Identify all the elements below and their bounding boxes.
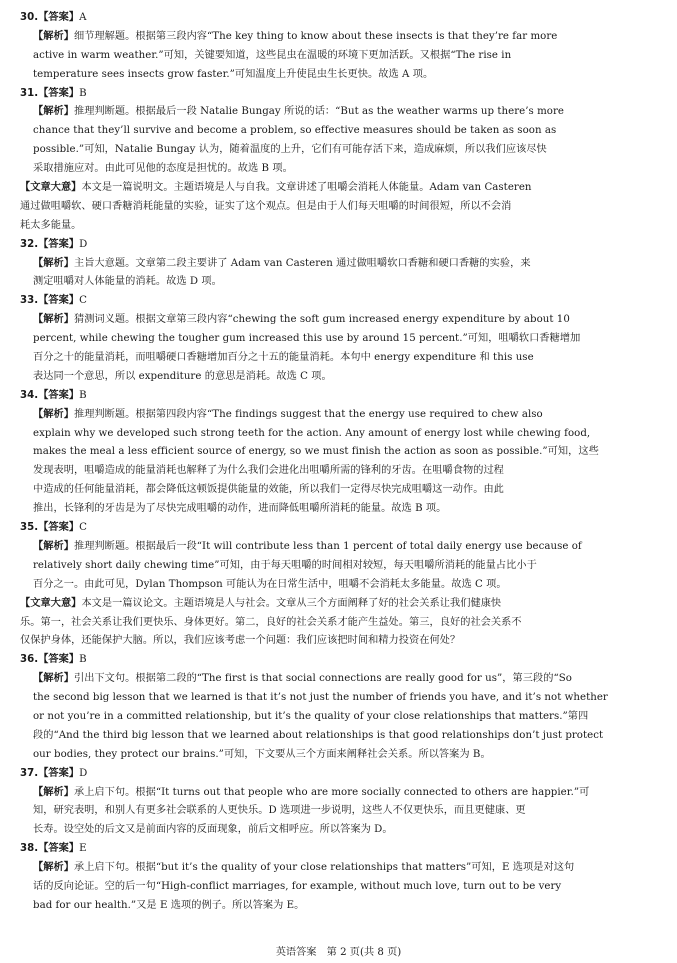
section-tag: 30.【答案】 <box>20 12 80 23</box>
text-line <box>20 66 652 85</box>
line-text: B <box>79 87 87 99</box>
text-line <box>20 500 652 519</box>
text-line <box>20 141 652 160</box>
text-line <box>20 727 652 746</box>
line-text: C <box>79 295 88 307</box>
section-tag: 31.【答案】 <box>20 87 80 99</box>
line-text: relatively short daily chewing time”可知，由于每天咀嚼的时间相对较短，每天咀嚼所消耗的能量占比小于 <box>33 559 537 571</box>
section-tag: 37.【答案】 <box>20 767 80 779</box>
section-tag: 35.【答案】 <box>20 522 80 534</box>
line-text: 推理判断题。根据最后一段 Natalie Bungay 所说的话：“But as the weather warms up there’s more <box>73 106 564 118</box>
line-text: 百分之十的能量消耗，而咀嚼硬口香糖增加百分之十五的能量消耗。本句中 energy expenditure 和 this use <box>33 352 534 364</box>
line-text: 承上启下句。根据“It turns out that people who are more socially connected to others are happier.”可 <box>73 786 590 798</box>
text-line <box>20 255 652 274</box>
text-line <box>20 614 652 633</box>
text-line <box>20 273 652 292</box>
line-text: 表达同一个意思，所以 expenditure 的意思是消耗。故选 C 项。 <box>33 370 332 382</box>
text-line <box>20 160 652 179</box>
line-text: 通过做咀嚼软、硬口香糖消耗能量的实验，证实了这个观点。但是由于人们每天咀嚼的时间很短，所以不会消 <box>20 200 512 212</box>
line-text: 推理判断题。根据最后一段“It will contribute less than 1 percent of total daily energy use because of <box>73 540 582 552</box>
section-tag: 【解析】 <box>33 257 74 269</box>
line-text: 话的反向论证。空的后一句“High-conflict marriages, for example, without much love, turn out to be very <box>33 880 562 892</box>
section-tag: 【解析】 <box>33 673 74 685</box>
line-text: 长寿。设空处的后文又是前面内容的反面现象，前后文相呼应。所以答案为 D。 <box>33 824 393 836</box>
text-line <box>20 85 652 104</box>
text-line <box>20 462 652 481</box>
page-footer: 英语答案 第 2 页(共 8 页) <box>275 947 402 958</box>
text-line <box>20 122 652 141</box>
text-line <box>20 387 652 406</box>
text-line <box>20 878 652 897</box>
section-tag: 32.【答案】 <box>20 238 80 250</box>
text-line <box>20 859 652 878</box>
section-tag: 34.【答案】 <box>20 389 80 401</box>
text-line <box>20 670 652 689</box>
text-line <box>20 9 652 28</box>
line-text: B <box>79 389 87 401</box>
line-text: C <box>79 522 88 534</box>
line-text: percent, while chewing the tougher gum increased this use by around 15 percent.”可知，咀嚼软口香糖增加 <box>33 333 581 345</box>
text-line <box>20 481 652 500</box>
line-text: temperature sees insects grow faster.”可知温度上升使昆虫生长更快。故选 A 项。 <box>33 68 434 80</box>
line-text: 耗太多能量。 <box>20 219 82 231</box>
section-tag: 【文章大意】 <box>20 597 82 609</box>
line-text: active in warm weather.”可知，关键要知道，这些昆虫在温暖的环境下更加活跃。又根据“The rise in <box>33 49 512 61</box>
text-line <box>20 784 652 803</box>
line-text: our bodies, they protect our brains.”可知，下文要从三个方面来阐释社会关系。所以答案为 B。 <box>33 748 491 760</box>
line-text: 推理判断题。根据第四段内容“The findings suggest that the energy use required to chew also <box>73 408 543 420</box>
text-line <box>20 519 652 538</box>
line-text: bad for our health.”又是 E 选项的例子。所以答案为 E。 <box>33 899 305 911</box>
line-text: explain why we developed such strong teeth for the action. Any amount of energy lost while chewing food, <box>33 427 591 439</box>
section-tag: 【解析】 <box>33 30 74 42</box>
text-line <box>20 802 652 821</box>
line-text: D <box>79 767 88 779</box>
text-line <box>20 368 652 387</box>
text-line <box>20 708 652 727</box>
text-line <box>20 217 652 236</box>
text-line <box>20 425 652 444</box>
section-tag: 【解析】 <box>33 408 74 420</box>
section-tag: 【解析】 <box>33 862 74 874</box>
line-text: E <box>79 843 87 855</box>
line-text: A <box>79 12 87 23</box>
text-line <box>20 292 652 311</box>
section-tag: 【解析】 <box>33 106 74 118</box>
text-line <box>20 595 652 614</box>
line-text: makes the meal a less efficient source of energy, so we must finish the action as soon as possible.”可知，这些 <box>33 446 599 458</box>
line-text: 仅保护身体，还能保护大脑。所以，我们应该考虑一个问题：我们应该把时间和精力投资在何处？ <box>20 635 461 647</box>
line-text: 采取措施应对。由此可见他的态度是担忧的。故选 B 项。 <box>33 163 293 175</box>
line-text: 知，研究表明，和别人有更多社会联系的人更快乐。D 选项进一步说明，这些人不仅更快乐，而且更健康、更 <box>33 805 526 817</box>
section-tag: 【解析】 <box>33 540 74 552</box>
line-text: 引出下文句。根据第二段的“The first is that social connections are really good for us”，第三段的“So <box>73 673 572 685</box>
text-line <box>20 198 652 217</box>
section-tag: 【解析】 <box>33 314 74 326</box>
line-text: chance that they’ll survive and become a problem, so effective measures should be taken as soon as <box>33 125 557 137</box>
text-line <box>20 538 652 557</box>
line-text: or not you’re in a committed relationship, but it’s the quality of your close relationships that matters.”第四 <box>33 710 589 722</box>
text-line <box>20 557 652 576</box>
line-text: 本文是一篇说明文。主题语境是人与自我。文章讲述了咀嚼会消耗人体能量。Adam van Casteren <box>81 182 532 194</box>
text-line <box>20 746 652 765</box>
text-line <box>20 840 652 859</box>
line-text: 段的“And the third big lesson that we learned about relationships is that good relationships don’t just protect <box>33 729 604 741</box>
section-tag: 38.【答案】 <box>20 843 80 855</box>
line-text: 中造成的任何能量消耗，都会降低这顿饭提供能量的效能，所以我们一定得尽快完成咀嚼这一动作。由此 <box>33 484 504 496</box>
line-text: B <box>79 654 87 666</box>
text-line <box>20 689 652 708</box>
line-text: possible.”可知，Natalie Bungay 认为，随着温度的上升，它们有可能存活下来，造成麻烦，所以我们应该尽快 <box>33 144 547 156</box>
line-text: D <box>79 238 88 250</box>
text-line <box>20 103 652 122</box>
text-line <box>20 821 652 840</box>
line-text: 本文是一篇议论文。主题语境是人与社会。文章从三个方面阐释了好的社会关系让我们健康快 <box>81 597 502 609</box>
line-text: 猜测词义题。根据文章第三段内容“chewing the soft gum increased energy expenditure by about 10 <box>73 314 570 326</box>
text-line <box>20 897 652 916</box>
line-text: 百分之一。由此可见，Dylan Thompson 可能认为在日常生活中，咀嚼不会消耗太多能量。故选 C 项。 <box>33 578 507 590</box>
text-line <box>20 406 652 425</box>
line-text: 细节理解题。根据第三段内容“The key thing to know about these insects is that they’re far more <box>73 30 558 42</box>
line-text: 推出，长锋利的牙齿是为了尽快完成咀嚼的动作，进而降低咀嚼所消耗的能量。故选 B 项。 <box>33 503 447 515</box>
line-text: the second big lesson that we learned is that it’s not just the number of friends you have, and it’s not whether <box>33 692 608 704</box>
text-line <box>20 632 652 651</box>
text-line <box>20 651 652 670</box>
section-tag: 【解析】 <box>33 786 74 798</box>
section-tag: 36.【答案】 <box>20 654 80 666</box>
section-tag: 33.【答案】 <box>20 295 80 307</box>
text-line <box>20 28 652 47</box>
text-line <box>20 765 652 784</box>
answer-document <box>20 9 652 916</box>
line-text: 乐。第一，社会关系让我们更快乐、身体更好。第二，良好的社会关系才能产生益处。第三，良好的社会关系不 <box>20 616 522 628</box>
line-text: 承上启下句。根据“but it’s the quality of your close relationships that matters”可知，E 选项是对这句 <box>73 862 575 874</box>
line-text: 发现表明，咀嚼造成的能量消耗也解释了为什么我们会进化出咀嚼所需的锋利的牙齿。在咀嚼食物的过程 <box>33 465 504 477</box>
text-line <box>20 236 652 255</box>
section-tag: 【文章大意】 <box>20 182 82 194</box>
text-line <box>20 179 652 198</box>
text-line <box>20 576 652 595</box>
text-line <box>20 349 652 368</box>
text-line <box>20 443 652 462</box>
line-text: 测定咀嚼对人体能量的消耗。故选 D 项。 <box>33 276 222 288</box>
text-line <box>20 330 652 349</box>
text-line <box>20 47 652 66</box>
text-line <box>20 311 652 330</box>
line-text: 主旨大意题。文章第二段主要讲了 Adam van Casteren 通过做咀嚼软口香糖和硬口香糖的实验，来 <box>73 257 531 269</box>
